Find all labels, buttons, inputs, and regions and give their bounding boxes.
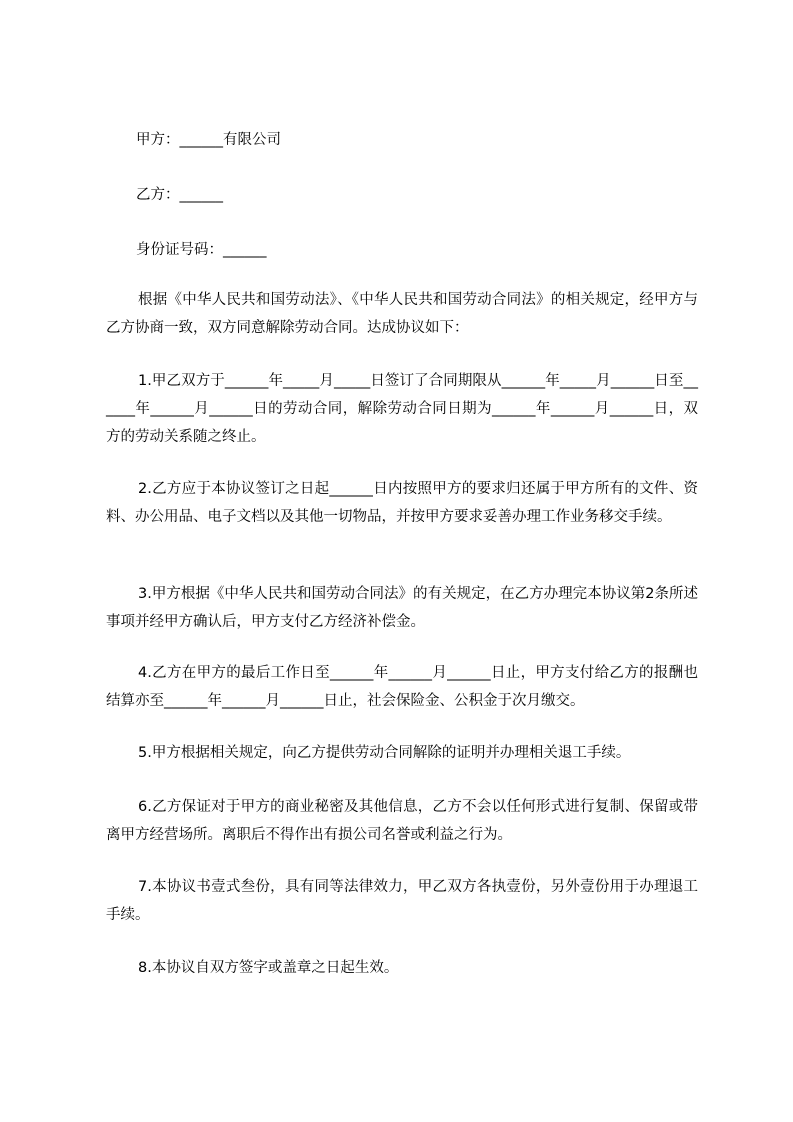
party-b-line: 乙方：______ — [136, 187, 223, 203]
intro-paragraph: 根据《中华人民共和国劳动法》、《中华人民共和国劳动合同法》的相关规定，经甲方与乙方协商一致，双方同意解除劳动合同。达成协议如下： — [106, 292, 698, 336]
clause-5: 5.甲方根据相关规定，向乙方提供劳动合同解除的证明并办理相关退工手续。 — [138, 745, 631, 761]
clause-3: 3.甲方根据《中华人民共和国劳动合同法》的有关规定，在乙方办理完本协议第2条所述事项并经甲方确认后，甲方支付乙方经济补偿金。 — [106, 586, 698, 630]
clause-4: 4.乙方在甲方的最后工作日至______年______月______日止，甲方支付给乙方的报酬也结算亦至______年______月______日止，社会保险金、公积金于次月缴交。 — [106, 665, 698, 709]
clause-6: 6.乙方保证对于甲方的商业秘密及其他信息，乙方不会以任何形式进行复制、保留或带离甲方经营场所。离职后不得作出有损公司名誉或利益之行为。 — [106, 799, 698, 843]
clause-8: 8.本协议自双方签字或盖章之日起生效。 — [138, 960, 399, 976]
clause-2: 2.乙方应于本协议签订之日起______日内按照甲方的要求归还属于甲方所有的文件、资料、办公用品、电子文档以及其他一切物品，并按甲方要求妥善办理工作业务移交手续。 — [106, 481, 698, 525]
party-a-line: 甲方：______有限公司 — [136, 132, 281, 148]
id-number-line: 身份证号码：______ — [136, 242, 267, 258]
clause-7: 7.本协议书壹式叁份，具有同等法律效力，甲乙双方各执壹份，另外壹份用于办理退工手续。 — [106, 879, 698, 923]
clause-1: 1.甲乙双方于______年_____月_____日签订了合同期限从______年_____月______日至______年______月______日的劳动合同，解除劳动合同日期为______年______月______日，双方的劳动关系随之终止。 — [106, 373, 698, 445]
